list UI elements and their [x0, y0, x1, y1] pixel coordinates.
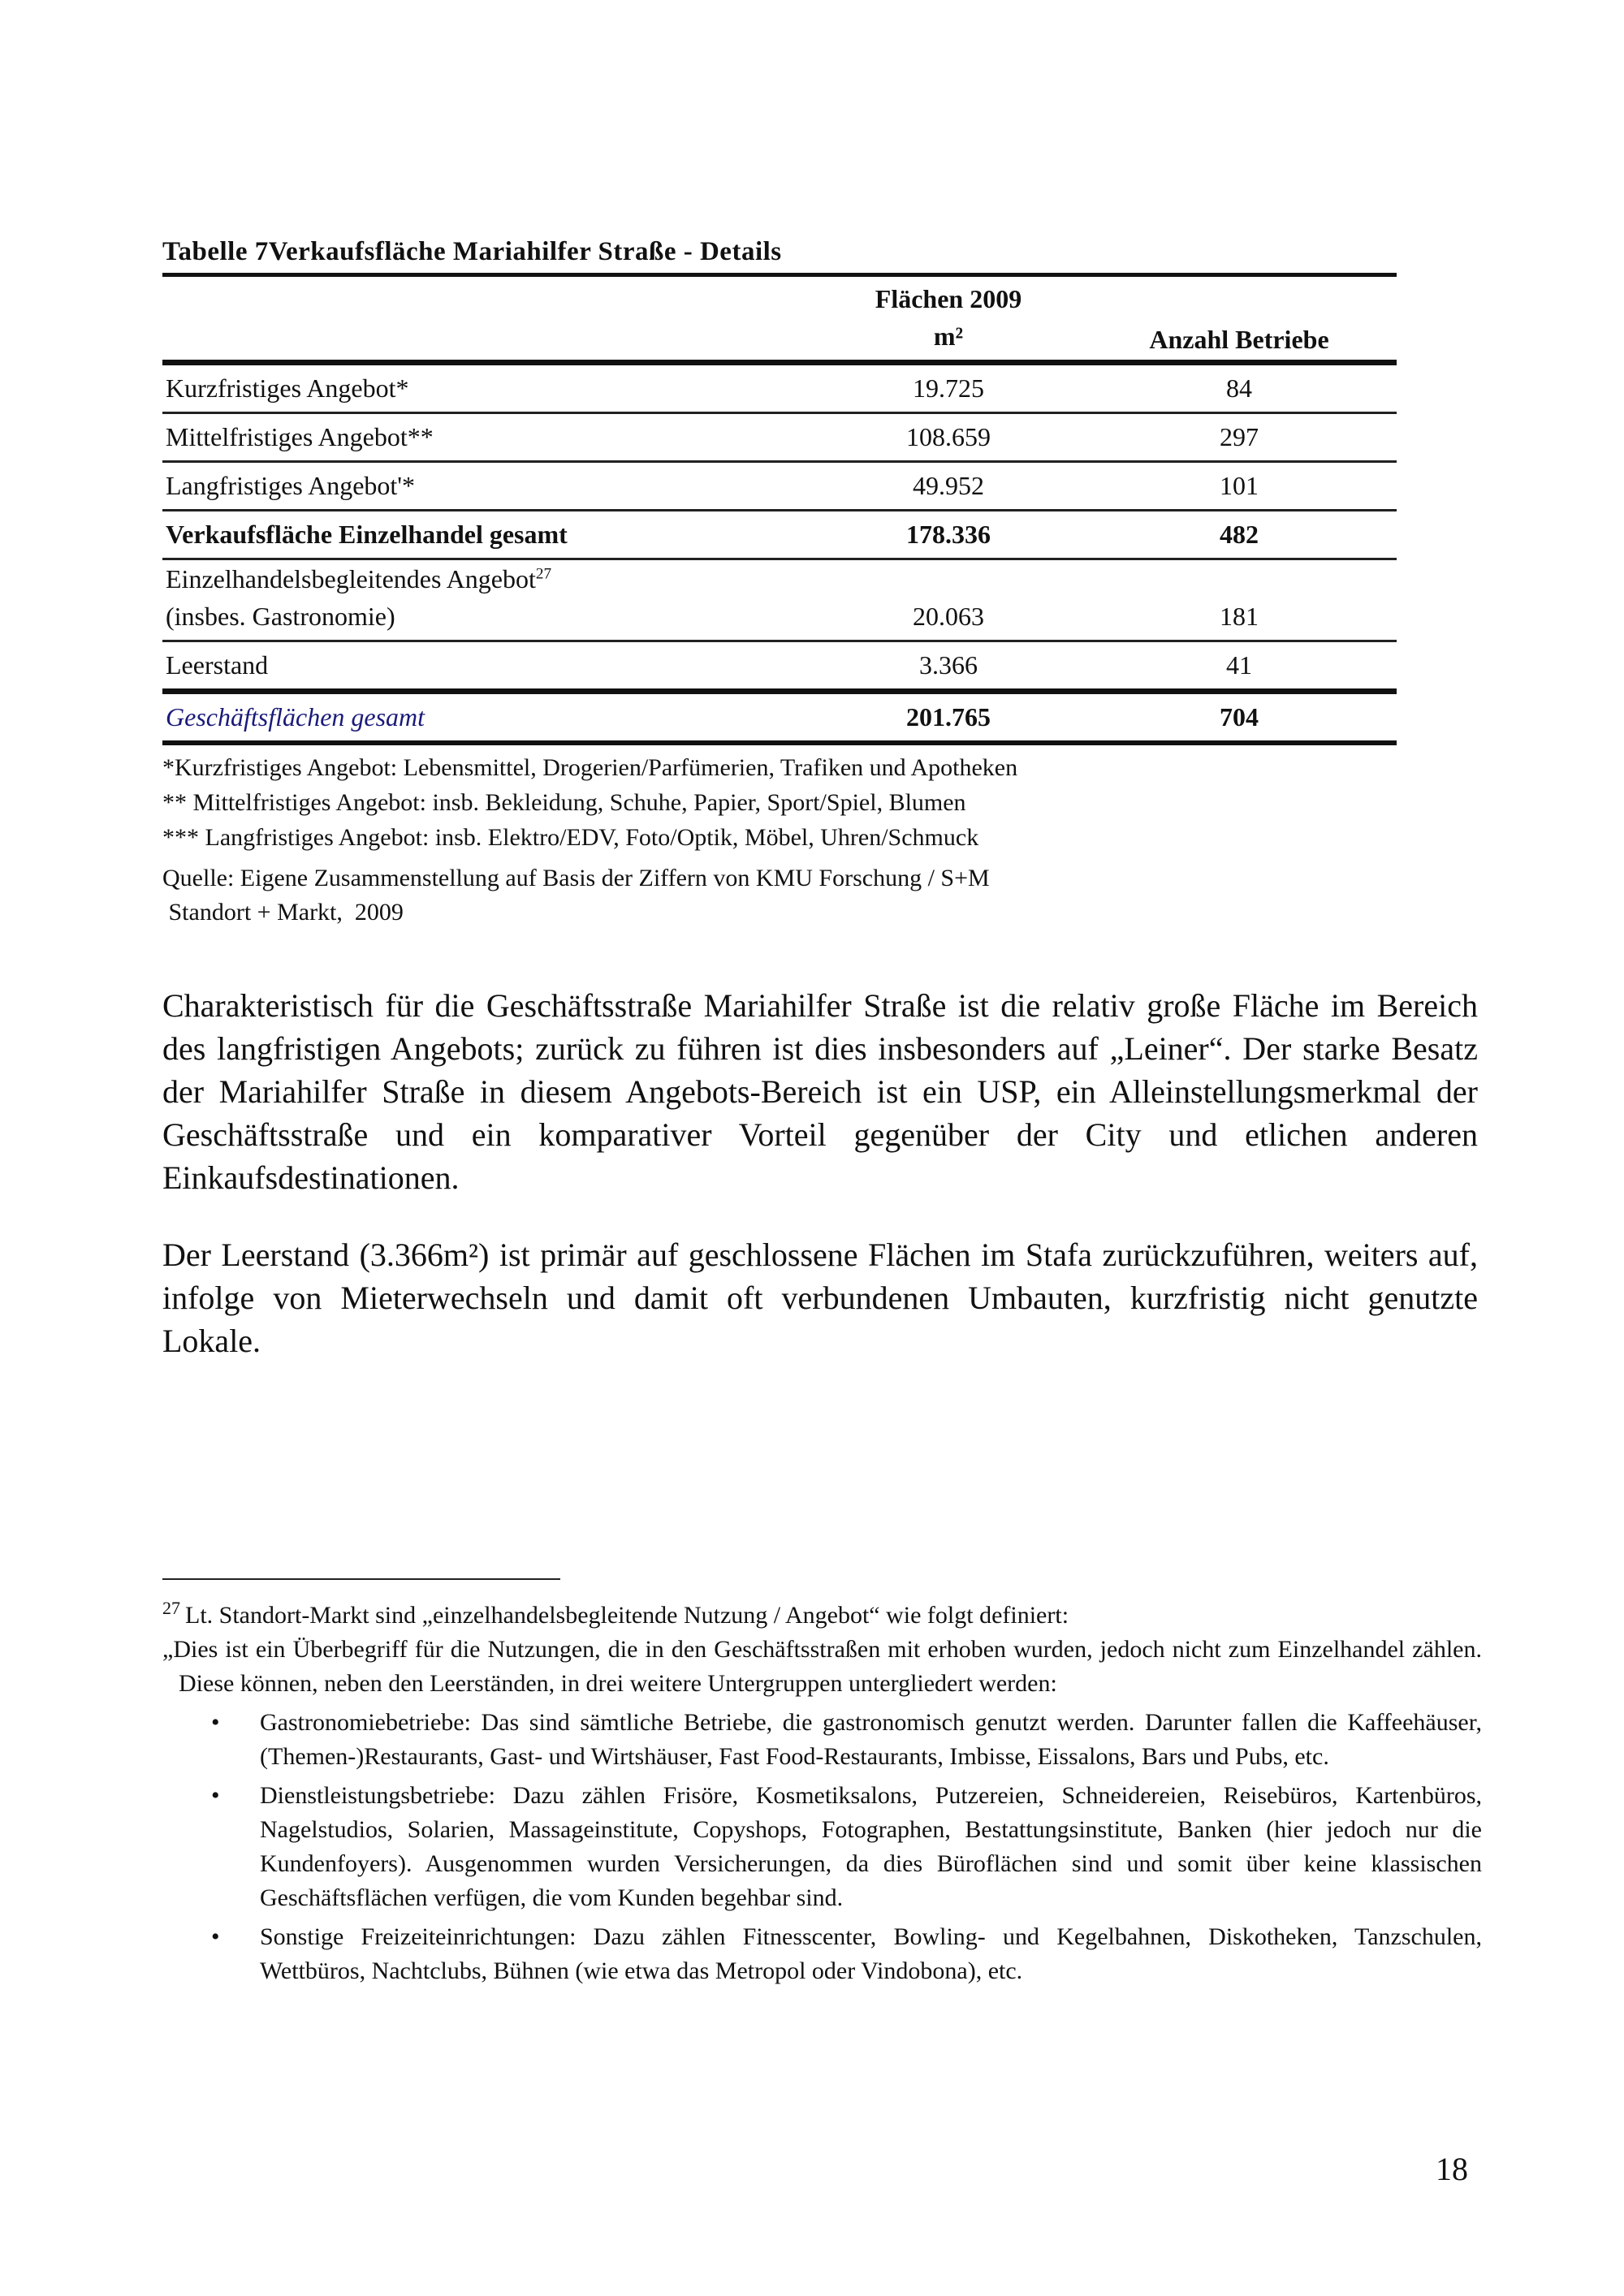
table-row: [162, 413, 1397, 462]
header-area: [815, 277, 1082, 363]
bullet-icon: •: [211, 1782, 220, 1809]
footnote-quote: „Dies ist ein Überbegriff für die Nutzungen, die in den Geschäftsstraßen mit erhoben wurden, jedoch nicht zum Einzelhandel zählen. Diese können, neben den Leerständen, in drei weitere Untergruppen untergliedert werden:: [162, 1636, 1482, 1697]
row-area: 20.063: [815, 559, 1082, 641]
body-paragraph-2: Der Leerstand (3.366m²) ist primär auf geschlossene Flächen im Stafa zurückzuführen, weiters auf, infolge von Mieterwechseln und damit oft verbundenen Umbauten, kurzfristig nicht genutzte Lokale.: [162, 1236, 1478, 1359]
row-count: 704: [1082, 692, 1397, 744]
list-item-text: Sonstige Freizeiteinrichtungen: Dazu zählen Fitnesscenter, Bowling- und Kegelbahnen, Diskotheken, Tanzschulen, Wettbüros, Nachtclubs, Bühnen (wie etwa das Metropol oder Vindobona), etc.: [260, 1923, 1482, 1984]
list-item: [211, 1706, 1482, 1774]
row-count: 482: [1082, 511, 1397, 559]
table-row: [162, 641, 1397, 692]
table-notes: [162, 750, 1397, 930]
table-note: ** Mittelfristiges Angebot: insb. Bekleidung, Schuhe, Papier, Sport/Spiel, Blumen: [162, 789, 966, 816]
page-number: 18: [1436, 2151, 1468, 2187]
row-label: Leerstand: [162, 641, 815, 692]
row-count: 101: [1082, 462, 1397, 511]
row-label: Geschäftsflächen gesamt: [162, 692, 815, 744]
footnote-list: [162, 1706, 1482, 1988]
row-label: Langfristiges Angebot'*: [162, 462, 815, 511]
row-count: 41: [1082, 641, 1397, 692]
row-area: 19.725: [815, 363, 1082, 413]
list-item-text: Gastronomiebetriebe: Das sind sämtliche Betriebe, die gastronomisch genutzt werden. Darunter fallen die Kaffeehäuser, (Themen-)Restaurants, Gast- und Wirtshäuser, Fast Food-Restaurants, Imbisse, Eissalons, Bars und Pubs, etc.: [260, 1709, 1482, 1770]
row-area: 178.336: [815, 511, 1082, 559]
table-note: *Kurzfristiges Angebot: Lebensmittel, Drogerien/Parfümerien, Trafiken und Apotheken: [162, 754, 1018, 781]
table-title: Tabelle 7Verkaufsfläche Mariahilfer Straße - Details: [162, 235, 1397, 277]
header-label: [162, 277, 815, 363]
table-source: [162, 861, 1397, 930]
list-item-text: Dienstleistungsbetriebe: Dazu zählen Frisöre, Kosmetiksalons, Putzereien, Schneidereien, Reisebüros, Kartenbüros, Nagelstudios, Solarien, Massageinstitute, Copyshops, Fotographen, Bestattungsinstitute, Banken (hier jedoch nur die Kundenfoyers). Ausgenommen wurden Versicherungen, da dies Büroflächen sind und somit über keine klassischen Geschäftsflächen verfügen, die vom Kunden begehbar sind.: [260, 1782, 1482, 1911]
footnote-number: 27: [162, 1598, 180, 1618]
table-row: [162, 363, 1397, 413]
row-label-line1: Einzelhandelsbegleitendes Angebot: [166, 564, 536, 593]
row-label-line2: (insbes. Gastronomie): [166, 602, 395, 631]
row-count: 297: [1082, 413, 1397, 462]
header-area-line2: m²: [933, 322, 964, 351]
row-label: Kurzfristiges Angebot*: [162, 363, 815, 413]
row-area: 201.765: [815, 692, 1082, 744]
list-item: [211, 1779, 1482, 1915]
row-label: Mittelfristiges Angebot**: [162, 413, 815, 462]
bullet-icon: •: [211, 1923, 220, 1950]
row-count: 84: [1082, 363, 1397, 413]
table-row: [162, 559, 1397, 641]
footnote-intro: [162, 1591, 1482, 1633]
row-label: [162, 559, 815, 641]
row-area: 3.366: [815, 641, 1082, 692]
body-paragraph-1: Charakteristisch für die Geschäftsstraße Mariahilfer Straße ist die relativ große Fläche im Bereich des langfristigen Angebots; zurück zu führen ist dies insbesonders auf „Leiner“. Der starke Besatz der Mariahilfer Straße in diesem Angebots-Bereich ist ein USP, ein Alleinstellungsmerkmal der Geschäftsstraße und ein komparativer Vorteil gegenüber der City und etlichen anderen Einkaufsdestinationen.: [162, 987, 1478, 1196]
bullet-icon: •: [211, 1709, 220, 1736]
header-area-line1: Flächen 2009: [875, 284, 1022, 313]
footnote-ref[interactable]: 27: [535, 565, 552, 583]
row-area: 49.952: [815, 462, 1082, 511]
details-table: [162, 277, 1397, 745]
table-row-subtotal: [162, 511, 1397, 559]
table-row-total: [162, 692, 1397, 744]
list-item: [211, 1920, 1482, 1988]
source-line2: Standort + Markt, 2009: [162, 899, 404, 926]
header-count: Anzahl Betriebe: [1082, 277, 1397, 363]
row-count: 181: [1082, 559, 1397, 641]
footnote-intro-text: Lt. Standort-Markt sind „einzelhandelsbegleitende Nutzung / Angebot“ wie folgt definiert:: [185, 1602, 1069, 1629]
row-area: 108.659: [815, 413, 1082, 462]
row-label: Verkaufsfläche Einzelhandel gesamt: [162, 511, 815, 559]
table-note: *** Langfristiges Angebot: insb. Elektro/EDV, Foto/Optik, Möbel, Uhren/Schmuck: [162, 824, 979, 851]
footnote-separator: [162, 1578, 560, 1580]
source-line1: Quelle: Eigene Zusammenstellung auf Basis der Ziffern von KMU Forschung / S+M: [162, 865, 990, 891]
footnote-27: [162, 1591, 1482, 1993]
table-header-row: [162, 277, 1397, 363]
table-block: [162, 235, 1397, 930]
table-row: [162, 462, 1397, 511]
